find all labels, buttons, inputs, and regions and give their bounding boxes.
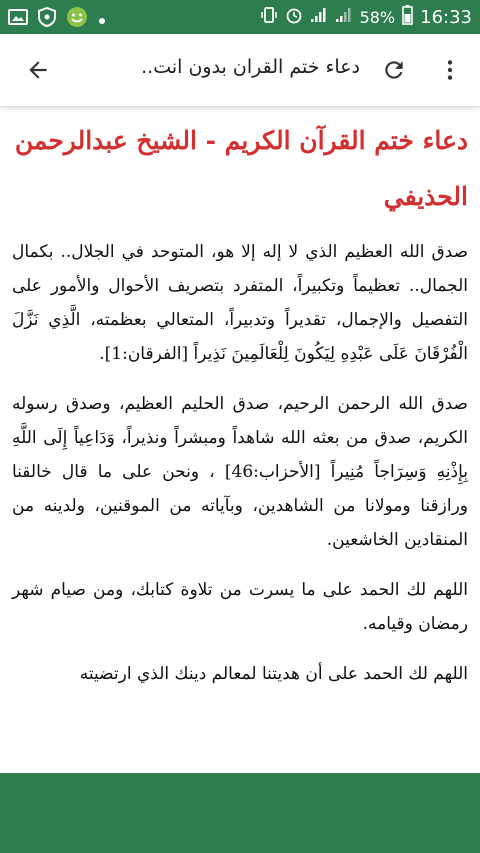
smiley-app-icon	[66, 6, 88, 32]
battery-percent: 58%	[359, 7, 396, 27]
app-bar	[0, 34, 480, 107]
article-paragraph: صدق الله العظيم الذي لا إله إلا هو، المتوحد في الجلال.. بكمال الجمال.. تعظيماً وتكبيراً، المتفرد بتصريف الأحوال والأمور على التفصيل والإجمال، تقديراً وتدبيراً، المتعالي بعظمته، الَّذِي نَزَّلَ الْفُرْقَانَ عَلَى عَبْدِهِ لِيَكُونَ لِلْعَالَمِينَ نَذِيراً [الفرقان:1].	[12, 242, 468, 364]
article-paragraph: صدق الله الرحمن الرحيم، صدق الحليم العظيم، وصدق رسوله الكريم، صدق من بعثه الله شاهداً ومبشراً ونذيراً، وَدَاعِياً إِلَى اللَّهِ بِإِذْنِهِ وَسِرَاجاً مُنِيراً [الأحزاب:46] ، ونحن على ما قال خالقنا ورازقنا ومولانا من الشاهدين، وبآياته من الموقنين، ولدينه من المنقادين الخاشعين.	[12, 394, 469, 550]
signal-icon	[310, 7, 328, 27]
alarm-icon	[285, 6, 303, 28]
article-title: دعاء ختم القرآن الكريم - الشيخ عبدالرحمن الحذيفي	[14, 126, 468, 211]
page-title: دعاء ختم القران بدون انت..	[141, 56, 360, 78]
clock-time: 16:33	[420, 6, 472, 28]
notification-dot-icon	[98, 10, 106, 29]
article-content	[0, 107, 480, 773]
shield-icon	[38, 7, 56, 31]
refresh-icon[interactable]	[378, 54, 410, 86]
article-paragraph: اللهم لك الحمد على ما يسرت من تلاوة كتابك، ومن صيام شهر رمضان وقيامه.	[12, 580, 468, 634]
status-bar	[0, 0, 480, 34]
battery-icon	[402, 5, 413, 29]
more-vert-icon[interactable]	[434, 54, 466, 86]
arrow-back-icon[interactable]	[22, 54, 54, 86]
bottom-banner	[0, 773, 480, 853]
article-paragraph: اللهم لك الحمد على أن هديتنا لمعالم دينك الذي ارتضيته	[79, 664, 468, 684]
vibrate-icon	[260, 6, 278, 28]
image-notification-icon	[8, 8, 28, 30]
signal-icon-2	[335, 7, 353, 27]
